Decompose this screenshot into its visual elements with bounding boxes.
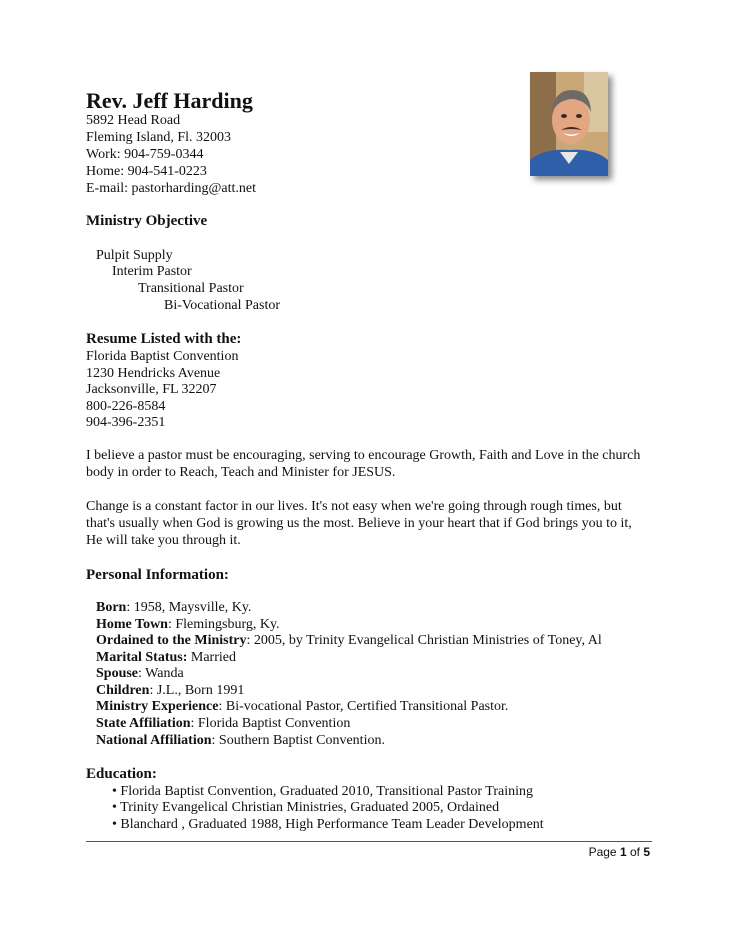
personal-field-spouse bbox=[96, 665, 184, 682]
address-line-1: 5892 Head Road bbox=[86, 113, 181, 128]
objective-item: Bi-Vocational Pastor bbox=[164, 298, 281, 313]
field-label: Children bbox=[96, 683, 150, 698]
field-value: : Southern Baptist Convention. bbox=[211, 733, 385, 748]
page-word: Page bbox=[588, 845, 620, 859]
listed-line: 1230 Hendricks Avenue bbox=[86, 366, 221, 381]
field-label: Born bbox=[96, 600, 127, 615]
listed-heading: Resume Listed with the: bbox=[86, 331, 242, 347]
email-line: E-mail: pastorharding@att.net bbox=[86, 181, 256, 196]
current-page: 1 bbox=[619, 845, 627, 859]
field-value: : Wanda bbox=[138, 666, 184, 681]
listed-line: 904-396-2351 bbox=[86, 415, 166, 430]
change-paragraph: Change is a constant factor in our lives. It's not easy when we're going through rough times, but that's usually when God is growing us the most. Believe in your heart that if God brings you to it, He will take you through it. bbox=[86, 499, 632, 548]
address-line-2: Fleming Island, Fl. 32003 bbox=[86, 130, 232, 145]
listed-line: Florida Baptist Convention bbox=[86, 349, 239, 364]
total-pages: 5 bbox=[643, 845, 650, 859]
field-label: Ministry Experience bbox=[96, 699, 219, 714]
field-value: : 1958, Maysville, Ky. bbox=[126, 600, 252, 615]
field-label: Ordained to the Ministry bbox=[96, 633, 247, 648]
objective-heading: Ministry Objective bbox=[86, 213, 208, 229]
listed-line: 800-226-8584 bbox=[86, 399, 166, 414]
field-label: State Affiliation bbox=[96, 716, 191, 731]
belief-paragraph: I believe a pastor must be encouraging, serving to encourage Growth, Faith and Love in the church body in order to Reach, Teach and Minister for JESUS. bbox=[86, 448, 641, 480]
candidate-name: Rev. Jeff Harding bbox=[86, 88, 253, 113]
field-value: : 2005, by Trinity Evangelical Christian Ministries of Toney, Al bbox=[246, 633, 602, 648]
personal-field-marital bbox=[96, 649, 236, 666]
home-phone: Home: 904-541-0223 bbox=[86, 164, 207, 179]
work-phone: Work: 904-759-0344 bbox=[86, 147, 204, 162]
personal-heading: Personal Information: bbox=[86, 567, 229, 583]
field-label: Marital Status: bbox=[96, 650, 188, 665]
education-item: • Trinity Evangelical Christian Ministries, Graduated 2005, Ordained bbox=[112, 800, 500, 815]
personal-field-state bbox=[96, 715, 350, 732]
personal-field-ordained bbox=[96, 632, 602, 649]
personal-field-children bbox=[96, 682, 244, 699]
education-item: • Florida Baptist Convention, Graduated 2010, Transitional Pastor Training bbox=[112, 784, 534, 799]
field-value: Married bbox=[187, 650, 236, 665]
education-heading: Education: bbox=[86, 766, 157, 782]
field-value: : J.L., Born 1991 bbox=[149, 683, 245, 698]
of-word: of bbox=[626, 845, 644, 859]
page-number bbox=[589, 845, 650, 860]
portrait-illustration bbox=[530, 72, 608, 176]
personal-field-national bbox=[96, 732, 385, 749]
personal-field-hometown bbox=[96, 616, 280, 633]
profile-photo bbox=[530, 72, 608, 176]
footer-divider bbox=[86, 841, 652, 842]
field-label: Home Town bbox=[96, 617, 168, 632]
personal-field-experience bbox=[96, 698, 508, 715]
field-label: National Affiliation bbox=[96, 733, 212, 748]
listed-line: Jacksonville, FL 32207 bbox=[86, 382, 217, 397]
objective-item: Pulpit Supply bbox=[96, 248, 173, 263]
field-label: Spouse bbox=[96, 666, 139, 681]
objective-item: Transitional Pastor bbox=[138, 281, 244, 296]
objective-item: Interim Pastor bbox=[112, 264, 192, 279]
field-value: : Bi-vocational Pastor, Certified Transitional Pastor. bbox=[218, 699, 509, 714]
personal-field-born bbox=[96, 599, 251, 616]
field-value: : Florida Baptist Convention bbox=[190, 716, 351, 731]
field-value: : Flemingsburg, Ky. bbox=[167, 617, 280, 632]
education-item: • Blanchard , Graduated 1988, High Performance Team Leader Development bbox=[112, 817, 544, 832]
